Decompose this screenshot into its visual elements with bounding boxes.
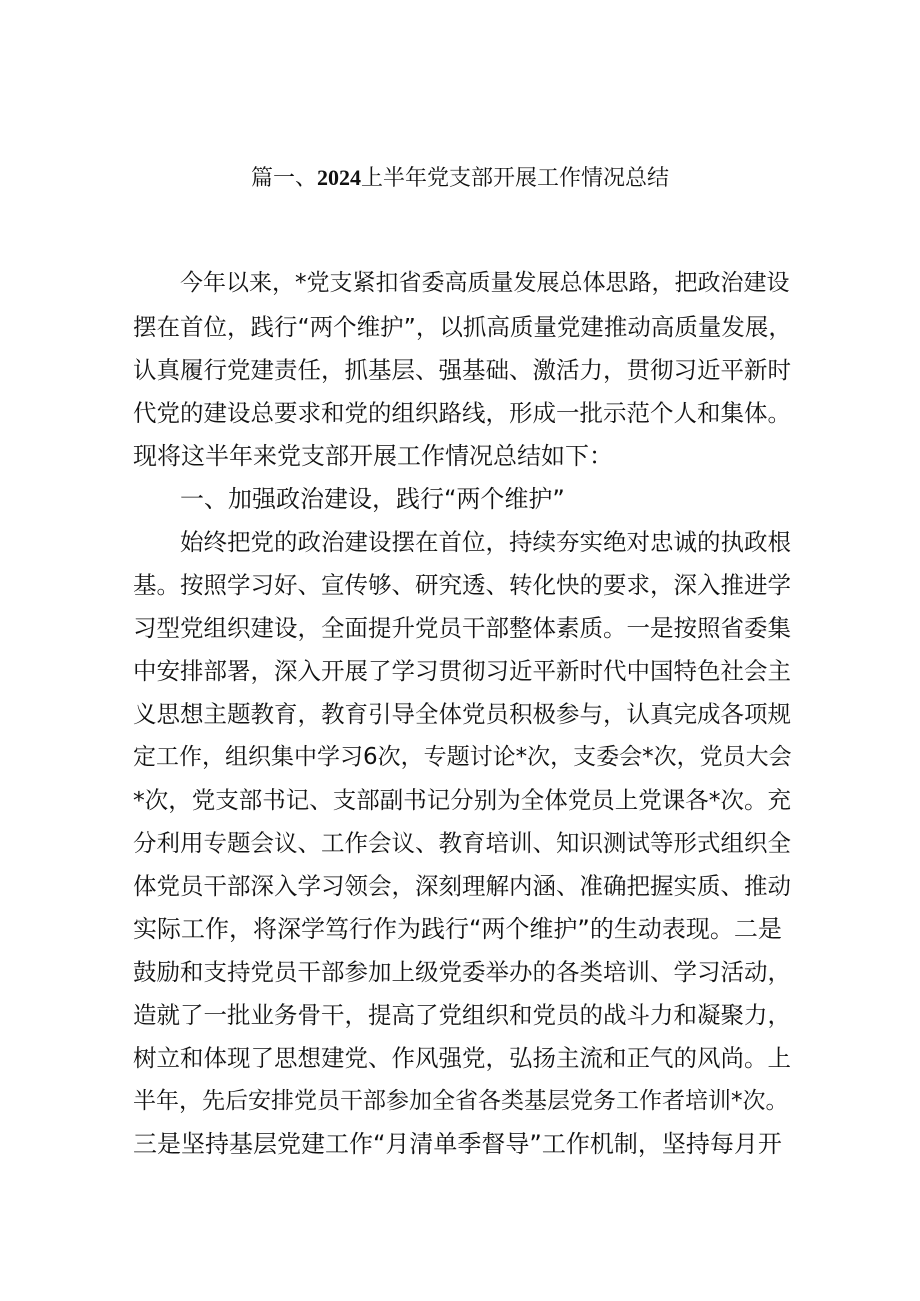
paragraph-line: 树立和体现了思想建党、作风强党，弘扬主流和正气的风尚。上 [133,1044,791,1072]
paragraph-line: 始终把党的政治建设摆在首位，持续夯实绝对忠诚的执政根 [180,528,791,556]
paragraph-line: 鼓励和支持党员干部参加上级党委举办的各类培训、学习活动， [133,958,791,986]
paragraph-line: 分利用专题会议、工作会议、教育培训、知识测试等形式组织全 [133,829,791,857]
document-title [0,162,920,195]
paragraph-line: 中安排部署，深入开展了学习贯彻习近平新时代中国特色社会主 [133,657,791,685]
paragraph-line: 基。按照学习好、宣传够、研究透、转化快的要求，深入推进学 [133,571,791,599]
paragraph-line: 造就了一批业务骨干，提高了党组织和党员的战斗力和凝聚力， [133,1001,791,1029]
title-suffix: 上半年党支部开展工作情况总结 [361,166,670,191]
paragraph-line: 定工作，组织集中学习6次，专题讨论*次，支委会*次，党员大会 [133,744,792,770]
paragraph-line: 实际工作，将深学笃行作为践行“两个维护”的生动表现。二是 [133,915,782,943]
section-heading: 一、加强政治建设，践行“两个维护” [180,485,565,513]
title-prefix: 篇一、 [250,166,317,191]
paragraph-line: *次，党支部书记、支部副书记分别为全体党员上党课各*次。充 [133,786,791,814]
paragraph-line: 认真履行党建责任，抓基层、强基础、激活力，贯彻习近平新时 [133,356,791,384]
paragraph-line: 代党的建设总要求和党的组织路线，形成一批示范个人和集体。 [133,399,791,427]
paragraph-line: 半年，先后安排党员干部参加全省各类基层党务工作者培训*次。 [133,1088,789,1114]
paragraph-line: 义思想主题教育，教育引导全体党员积极参与，认真完成各项规 [133,700,791,728]
paragraph-line: 体党员干部深入学习领会，深刻理解内涵、准确把握实质、推动 [133,872,791,900]
paragraph-line: 习型党组织建设，全面提升党员干部整体素质。一是按照省委集 [133,614,791,642]
paragraph-line: 摆在首位，践行“两个维护”，以抓高质量党建推动高质量发展， [133,313,792,341]
title-year: 2024 [317,165,361,190]
paragraph-line: 三是坚持基层党建工作“月清单季督导”工作机制，坚持每月开 [133,1130,782,1158]
paragraph-line: 现将这半年来党支部开展工作情况总结如下： [133,442,613,470]
paragraph-line: 今年以来，*党支紧扣省委高质量发展总体思路，把政治建设 [180,270,790,296]
